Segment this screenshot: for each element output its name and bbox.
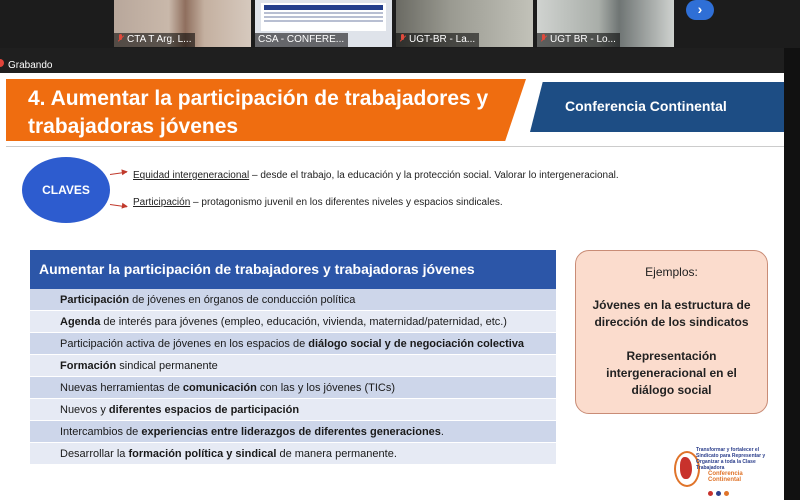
table-row-text: sindical permanente: [116, 360, 218, 372]
table-row-text: experiencias entre liderazgos de diferentes generaciones: [141, 426, 441, 438]
actions-table: [30, 250, 556, 465]
chevron-right-icon[interactable]: ›: [686, 0, 714, 20]
recording-bar: [0, 48, 784, 73]
table-row-text: .: [440, 426, 444, 438]
participant-tile-3[interactable]: [396, 0, 533, 47]
participant-tile-1[interactable]: [114, 0, 251, 47]
table-row-text: diálogo social y de negociación colectiva: [308, 338, 525, 350]
recording-dot-icon: [0, 59, 4, 67]
mic-muted-icon: [540, 34, 547, 43]
key-point-1: Equidad intergeneracional – desde el trabajo, la educación y la protección social. Valorar lo intergeneracional.: [133, 170, 619, 181]
table-row-text: Intercambios de: [60, 426, 142, 438]
logo-text-line: Organizar a toda la Clase: [696, 459, 756, 465]
table-row-text: Formación: [60, 360, 117, 372]
mic-muted-icon: [399, 34, 406, 43]
participant-tile-2[interactable]: [255, 0, 392, 47]
table-row: [30, 443, 556, 465]
examples-title: Ejemplos:: [645, 265, 698, 279]
side-panel-edge: [784, 48, 800, 500]
participant-name-3: UGT-BR - La...: [396, 33, 479, 47]
shared-slide: [0, 73, 784, 500]
table-row: [30, 333, 556, 355]
conference-logo: [672, 445, 772, 495]
americas-map-icon: [680, 457, 692, 479]
logo-text-line: Transformar y fortalecer el: [696, 447, 760, 453]
participant-name-2: CSA - CONFERE...: [255, 33, 348, 47]
table-row: [30, 377, 556, 399]
arrow-icon: [110, 204, 127, 207]
table-row: [30, 421, 556, 443]
shared-screen-thumbnail: [261, 3, 386, 31]
table-row-text: Desarrollar la: [60, 448, 129, 460]
table-row: [30, 311, 556, 333]
example-item-1: Jóvenes en la estructura de dirección de los sindicatos: [592, 298, 751, 329]
table-header: Aumentar la participación de trabajadores y trabajadoras jóvenes: [30, 250, 556, 289]
table-row-text: de jóvenes en órganos de conducción política: [129, 294, 356, 306]
table-row-text: Nuevos y: [60, 404, 109, 416]
table-row-text: Participación: [60, 294, 130, 306]
logo-text-line: Trabajadora: [696, 465, 725, 471]
slide-title: 4. Aumentar la participación de trabajadores y trabajadoras jóvenes: [28, 87, 489, 138]
logo-conference-text: Conferencia Continental: [708, 471, 743, 483]
participant-strip: [0, 0, 800, 48]
participant-name-4: UGT BR - Lo...: [537, 33, 620, 47]
table-row-text: de manera permanente.: [276, 448, 397, 460]
table-row-text: comunicación: [182, 382, 257, 394]
table-row: [30, 399, 556, 421]
mic-muted-icon: [117, 34, 124, 43]
table-row: [30, 355, 556, 377]
recording-label: Grabando: [8, 60, 53, 71]
participant-name-1: CTA T Arg. L...: [114, 33, 195, 47]
table-row-text: formación política y sindical: [128, 448, 277, 460]
example-item-2: Representación intergeneracional en el diálogo social: [606, 349, 737, 397]
table-row-text: con las y los jóvenes (TICs): [256, 382, 396, 394]
logo-dots-icon: [708, 483, 732, 500]
participant-tile-4[interactable]: [537, 0, 674, 47]
examples-box: [575, 250, 768, 414]
table-row-text: Agenda: [60, 316, 101, 328]
claves-bubble: CLAVES: [22, 157, 110, 223]
key-point-2: Participación – protagonismo juvenil en los diferentes niveles y espacios sindicales.: [133, 197, 503, 208]
conference-label: Conferencia Continental: [565, 98, 727, 114]
table-row-text: de interés para jóvenes (empleo, educación, vivienda, maternidad/paternidad, etc.): [100, 316, 507, 328]
logo-text-line: Sindicato para Representar y: [696, 453, 766, 459]
table-row-text: Participación activa de jóvenes en los espacios de: [60, 338, 309, 350]
table-row-text: Nuevas herramientas de: [60, 382, 183, 394]
table-row: [30, 289, 556, 311]
divider: [6, 146, 784, 147]
arrow-icon: [110, 172, 127, 175]
table-row-text: diferentes espacios de participación: [108, 404, 300, 416]
